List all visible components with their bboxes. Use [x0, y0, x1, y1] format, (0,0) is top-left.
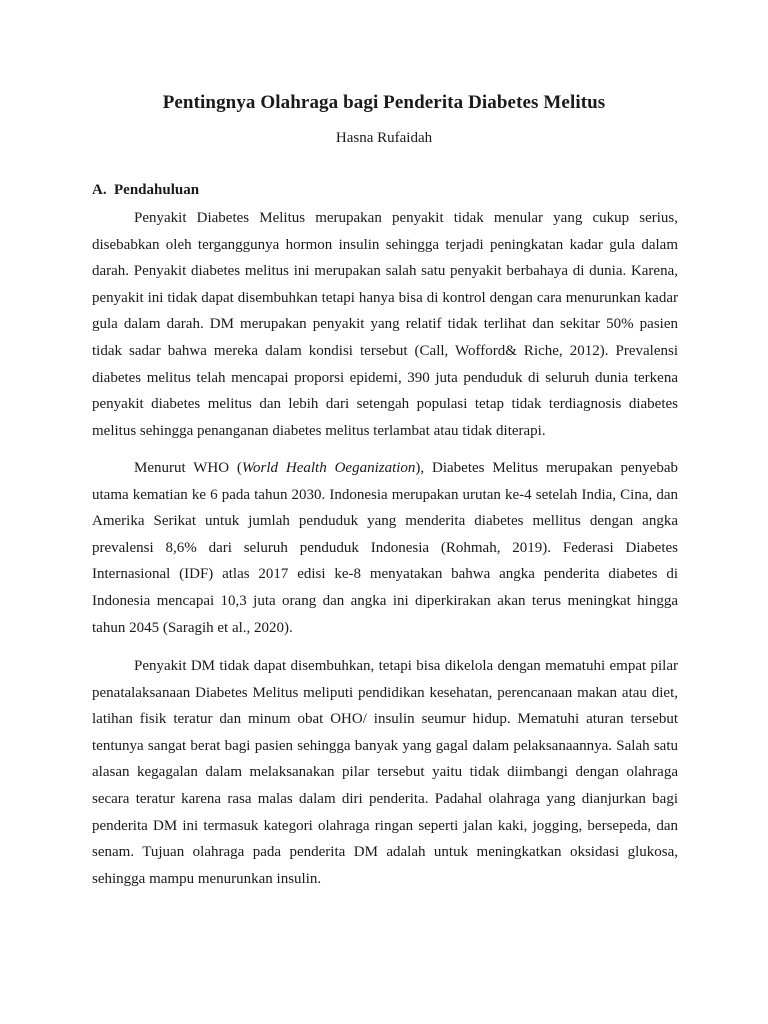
paragraph: Penyakit DM tidak dapat disembuhkan, tetapi bisa dikelola dengan mematuhi empat pilar penatalaksanaan Diabetes Melitus meliputi pendidikan kesehatan, perencanaan makan atau diet, latihan fisik teratur dan minum obat OHO/ insulin seumur hidup. Mematuhi aturan tersebut tentunya sangat berat bagi pasien sehingga banyak yang gagal dalam pelaksanaannya. Salah satu alasan kegagalan dalam melaksanakan pilar tersebut yaitu tidak diimbangi dengan olahraga secara teratur karena rasa malas dalam diri penderita. Padahal olahraga yang dianjurkan bagi penderita DM ini termasuk kategori olahraga ringan seperti jalan kaki, jogging, bersepeda, dan senam. Tujuan olahraga pada penderita DM adalah untuk meningkatkan oksidasi glukosa, sehingga mampu menurunkan insulin. [92, 658, 678, 887]
section-heading [92, 182, 199, 199]
author-name: Hasna Rufaidah [335, 130, 433, 146]
paragraph-text: ), Diabetes Melitus merupakan penyebab utama kematian ke 6 pada tahun 2030. Indonesia merupakan urutan ke-4 setelah India, Cina, dan Amerika Serikat untuk jumlah penduduk yang menderita diabetes mellitus dengan angka prevalensi 8,6% dari seluruh penduduk Indonesia (Rohmah, 2019). Federasi Diabetes Internasional (IDF) atlas 2017 edisi ke-8 menyatakan bahwa angka penderita diabetes di Indonesia mencapai 10,3 juta orang dan angka ini diperkirakan akan terus meningkat hingga tahun 2045 (Saragih et al., 2020). [92, 460, 679, 636]
italic-term: World Health Oeganization [241, 460, 416, 476]
section-title: Pendahuluan [114, 182, 200, 198]
section-number: A. [92, 182, 107, 198]
paragraph-text: Menurut WHO ( [134, 460, 242, 476]
page-title: Pentingnya Olahraga bagi Penderita Diabetes Melitus [162, 92, 606, 113]
paragraph: Penyakit Diabetes Melitus merupakan penyakit tidak menular yang cukup serius, disebabkan oleh terganggunya hormon insulin sehingga terjadi peningkatan kadar gula dalam darah. Penyakit diabetes melitus ini merupakan salah satu penyakit berbahaya di dunia. Karena, penyakit ini tidak dapat disembuhkan tetapi hanya bisa di kontrol dengan cara menurunkan kadar gula dalam darah. DM merupakan penyakit yang relatif tidak terlihat dan sekitar 50% pasien tidak sadar bahwa mereka dalam kondisi tersebut (Call, Wofford& Riche, 2012). Prevalensi diabetes melitus telah mencapai proporsi epidemi, 390 juta penduduk di seluruh dunia terkena penyakit diabetes melitus dan lebih dari setengah populasi tetap tidak terdiagnosis diabetes melitus sehingga penanganan diabetes melitus terlambat atau tidak diterapi. [92, 210, 678, 439]
paragraph [92, 455, 678, 641]
